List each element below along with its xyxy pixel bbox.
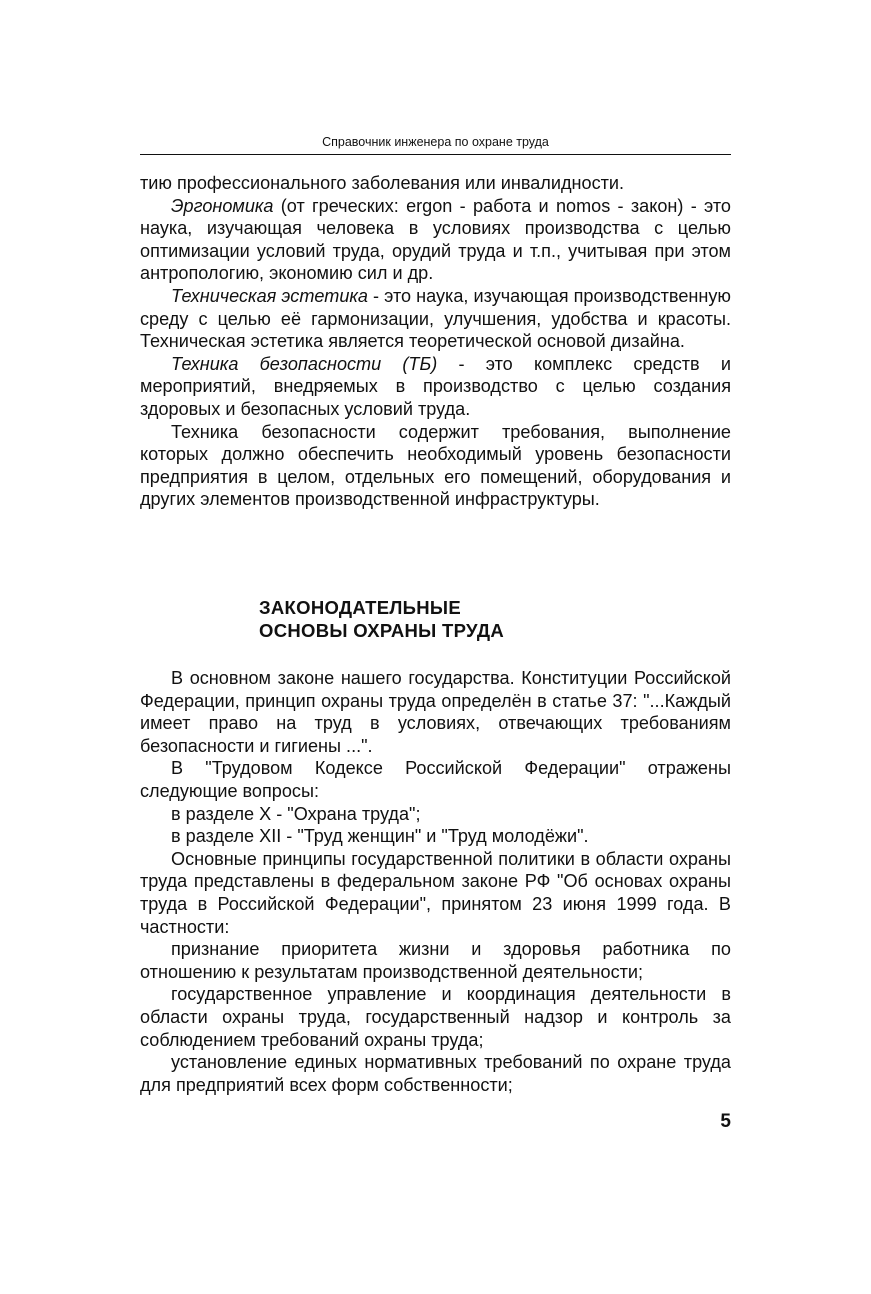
section-definitions <box>140 172 731 511</box>
paragraph-ergonomics <box>140 195 731 285</box>
definition-technical-aesthetics: - это наука, изучающая производственную среду с целью её гармонизации, улучшения, удобства и красоты. Техническая эстетика является теоретической основой дизайна. <box>140 285 731 352</box>
page-number: 5 <box>720 1111 731 1132</box>
paragraph-labour-code: В "Трудовом Кодексе Российской Федерации" отражены следующие вопросы: <box>140 758 731 801</box>
paragraph-constitution: В основном законе нашего государства. Конституции Российской Федерации, принцип охраны труда определён в статье 37: "...Каждый имеет право на труд в условиях, отвечающих требованиям безопасности и гигиены ...". <box>140 668 731 756</box>
definition-safety-engineering: - это комплекс средств и мероприятий, внедряемых в производство с целью создания здоровых и безопасных условий труда. <box>140 353 732 419</box>
heading-line-1: ЗАКОНОДАТЕЛЬНЫЕ <box>259 597 461 618</box>
list-item-section-xii: в разделе XII - "Труд женщин" и "Труд молодёжи". <box>171 826 589 847</box>
paragraph-federal-law: Основные принципы государственной политики в области охраны труда представлены в федеральном законе РФ "Об основах охраны труда в Российской Федерации", принятом 23 июня 1999 года. В частности: <box>140 848 731 937</box>
definition-ergonomics: (от греческих: ergon - работа и nomos - закон) - это наука, изучающая человека в условиях производства с целью оптимизации условий труда, орудий труда и т.п., учитывая при этом антропологию, экономию сил и др. <box>140 195 731 284</box>
paragraph-safety-engineering <box>140 353 731 421</box>
paragraph-principle-management: государственное управление и координация деятельности в области охраны труда, государственный надзор и контроль за соблюдением требований охраны труда; <box>140 984 731 1050</box>
paragraph-principle-priority: признание приоритета жизни и здоровья работника по отношению к результатам производственной деятельности; <box>140 939 731 982</box>
section-legislation <box>140 667 731 1096</box>
paragraph-safety-requirements: Техника безопасности содержит требования, выполнение которых должно обеспечить необходимый уровень безопасности предприятия в целом, отдельных его помещений, оборудования и других элементов производственной инфраструктуры. <box>140 421 731 510</box>
section-heading <box>259 596 679 642</box>
paragraph-technical-aesthetics <box>140 285 731 353</box>
header-rule <box>140 154 731 155</box>
heading-line-2: ОСНОВЫ ОХРАНЫ ТРУДА <box>259 620 505 641</box>
running-header: Справочник инженера по охране труда <box>322 135 549 149</box>
term-ergonomics: Эргономика <box>171 195 274 216</box>
book-page <box>140 0 731 1294</box>
term-technical-aesthetics: Техническая эстетика <box>171 285 368 306</box>
paragraph-continuation: тию профессионального заболевания или инвалидности. <box>140 173 625 193</box>
term-safety-engineering: Техника безопасности (ТБ) <box>171 353 438 374</box>
paragraph-principle-standards: установление единых нормативных требований по охране труда для предприятий всех форм собственности; <box>140 1052 731 1095</box>
list-item-section-x: в разделе X - "Охрана труда"; <box>171 803 421 824</box>
